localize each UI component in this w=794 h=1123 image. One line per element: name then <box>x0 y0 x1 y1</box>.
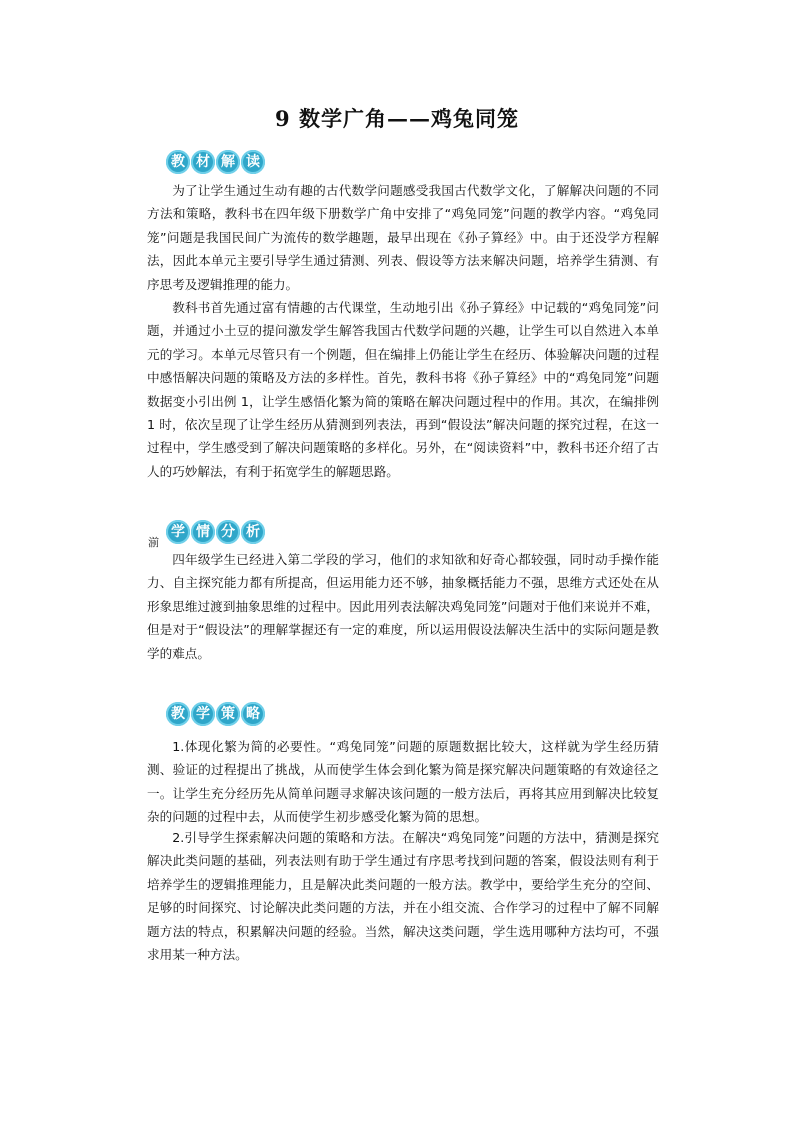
paragraph: 为了让学生通过生动有趣的古代数学问题感受我国古代数学文化，了解解决问题的不同方法和策略，教科书在四年级下册数学广角中安排了“鸡兔同笼”问题的教学内容。“鸡兔同笼”问题是我国民间广为流传的数学趣题，最早出现在《孙子算经》中。由于还没学方程解法，因此本单元主要引导学生通过猜测、列表、假设等方法来解决问题，培养学生猜测、有序思考及逻辑推理的能力。 <box>147 183 659 292</box>
paragraph: 四年级学生已经进入第二学段的学习，他们的求知欲和好奇心都较强，同时动手操作能力、自主探究能力都有所提高，但运用能力还不够，抽象概括能力不强，思维方式还处在从形象思维过渡到抽象思维的过程中。因此用列表法解决鸡兔同笼”问题对于他们来说并不难，但是对于“假设法”的理解掌握还有一定的难度，所以运用假设法解决生活中的实际问题是教学的难点。 <box>147 552 659 661</box>
heading-char: 析 <box>241 520 265 544</box>
page-title: 9 数学广角——鸡兔同笼 <box>275 106 519 131</box>
stray-character: 湔 <box>148 536 159 549</box>
heading-char: 情 <box>191 520 215 544</box>
heading-char: 解 <box>216 150 240 174</box>
paragraph: 1.体现化繁为简的必要性。“鸡兔同笼”问题的原题数据比较大，这样就为学生经历猜测、验证的过程提出了挑战，从而使学生体会到化繁为简是探究解决问题策略的有效途径之一。让学生充分经历先从简单问题寻求解决该问题的一般方法后，再将其应用到解决比较复杂的问题的过程中去，从而使学生初步感受化繁为简的思想。 <box>147 739 659 825</box>
section-heading-student-analysis <box>166 520 265 544</box>
heading-char: 教 <box>166 702 190 726</box>
paragraph: 2.引导学生探索解决问题的策略和方法。在解决“鸡兔同笼”问题的方法中，猜测是探究解决此类问题的基础，列表法则有助于学生通过有序思考找到问题的答案，假设法则有利于培养学生的逻辑推理能力，且是解决此类问题的一般方法。教学中，要给学生充分的空间、足够的时间探究、讨论解决此类问题的方法，并在小组交流、合作学习的过程中了解不同解题方法的特点，积累解决问题的经验。当然，解决这类问题，学生选用哪种方法均可，不强求用某一种方法。 <box>147 830 659 963</box>
heading-char: 分 <box>216 520 240 544</box>
heading-char: 教 <box>166 150 190 174</box>
heading-char: 读 <box>241 150 265 174</box>
heading-char: 略 <box>241 702 265 726</box>
heading-char: 策 <box>216 702 240 726</box>
paragraph: 教科书首先通过富有情趣的古代课堂，生动地引出《孙子算经》中记载的“鸡兔同笼”问题，并通过小土豆的提问激发学生解答我国古代数学问题的兴趣，让学生可以自然进入本单元的学习。本单元尽管只有一个例题，但在编排上仍能让学生在经历、体验解决问题的过程中感悟解决问题的策略及方法的多样性。首先，教科书将《孙子算经》中的“鸡兔同笼”问题数据变小引出例 1，让学生感悟化繁为简的策略在解决问题过程中的作用。其次，在编排例 1 时，依次呈现了让学生经历从猜测到列表法，再到“假设法”解决问题的探究过程，在这一过程中，学生感受到了解决问题策略的多样化。另外，在“阅读资料”中，教科书还介绍了古人的巧妙解法，有利于拓宽学生的解题思路。 <box>147 300 659 479</box>
section-heading-teaching-strategy <box>166 702 265 726</box>
heading-char: 学 <box>166 520 190 544</box>
heading-char: 学 <box>191 702 215 726</box>
section-heading-textbook-analysis <box>166 150 265 174</box>
heading-char: 材 <box>191 150 215 174</box>
